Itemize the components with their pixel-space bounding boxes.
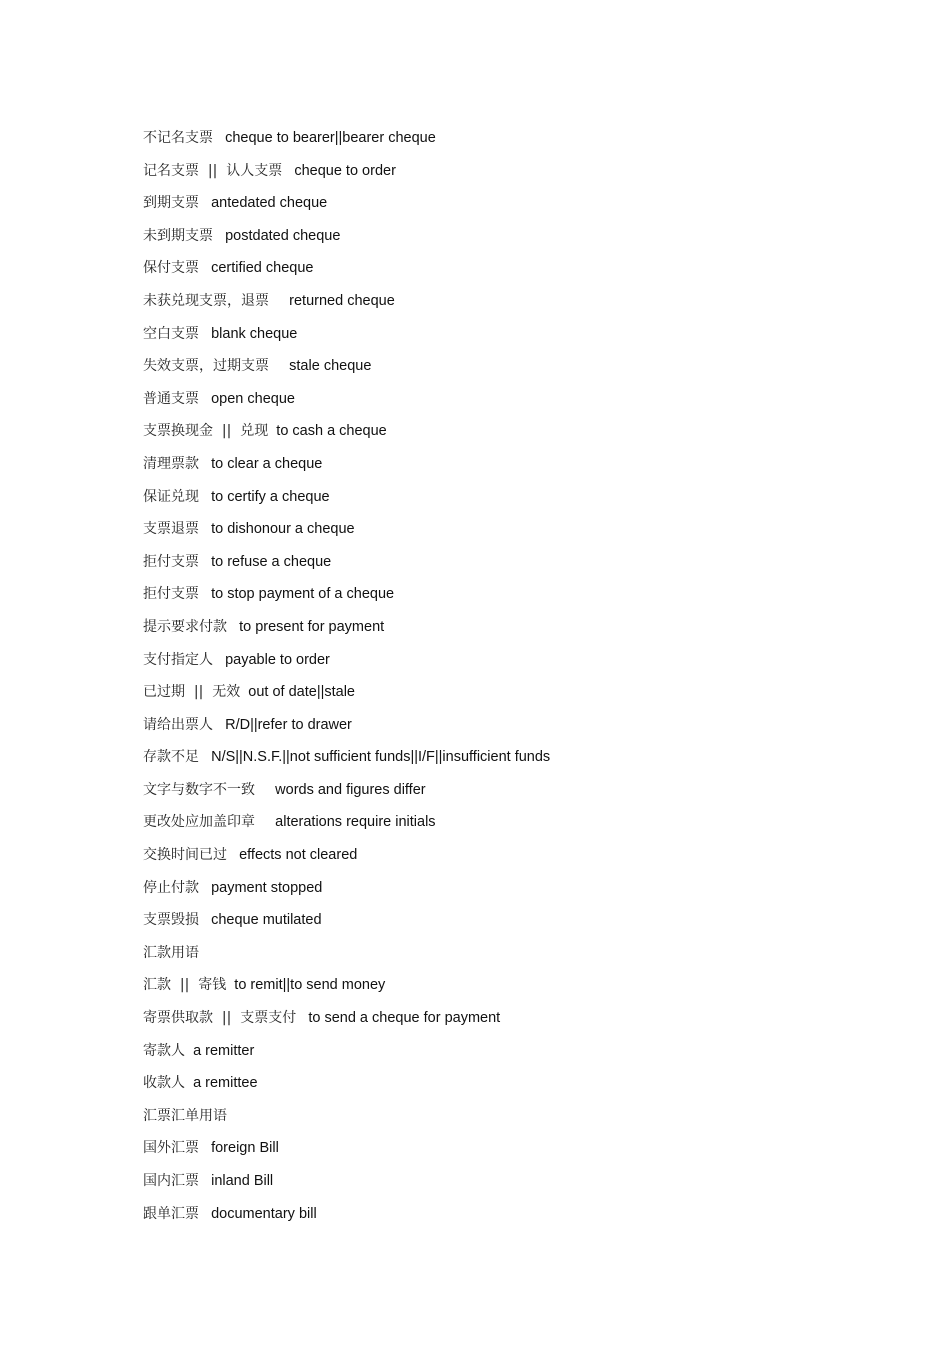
term-separator <box>199 326 211 342</box>
chinese-term: 支票毁损 <box>143 912 199 929</box>
english-term: alterations require initials <box>275 814 436 831</box>
term-separator <box>199 1140 211 1156</box>
term-separator <box>199 880 211 896</box>
term-separator <box>227 619 239 635</box>
term-separator <box>199 489 211 505</box>
english-term: cheque to bearer||bearer cheque <box>225 130 436 146</box>
chinese-term: 保证兑现 <box>143 488 199 505</box>
glossary-list <box>143 122 903 1230</box>
chinese-term: 未获兑现支票，退票 <box>143 292 269 309</box>
glossary-entry <box>143 937 903 970</box>
glossary-entry <box>143 252 903 285</box>
glossary-entry <box>143 1198 903 1231</box>
english-term: to dishonour a cheque <box>211 521 355 538</box>
chinese-term: 支票换现金 || 兑现 <box>143 423 269 440</box>
english-term: to cash a cheque <box>276 423 387 440</box>
term-separator <box>213 228 225 244</box>
glossary-entry <box>143 644 903 677</box>
term-separator <box>269 358 289 374</box>
glossary-entry <box>143 187 903 220</box>
term-separator <box>185 1075 193 1091</box>
glossary-entry <box>143 350 903 383</box>
english-term: N/S||N.S.F.||not sufficient funds||I/F||insufficient funds <box>211 749 551 766</box>
english-term: foreign Bill <box>211 1140 279 1157</box>
term-separator <box>213 652 225 668</box>
term-separator <box>255 814 275 830</box>
chinese-term: 支票退票 <box>143 521 199 538</box>
english-term: returned cheque <box>289 292 395 309</box>
chinese-term: 普通支票 <box>143 390 199 407</box>
glossary-entry <box>143 578 903 611</box>
term-separator <box>282 163 294 179</box>
term-separator <box>199 1206 211 1222</box>
term-separator <box>199 456 211 472</box>
glossary-entry <box>143 415 903 448</box>
glossary-entry <box>143 122 903 155</box>
english-term: to clear a cheque <box>211 455 323 472</box>
glossary-entry <box>143 155 903 188</box>
chinese-term: 保付支票 <box>143 260 199 277</box>
english-term: words and figures differ <box>275 781 426 798</box>
glossary-entry <box>143 872 903 905</box>
chinese-term: 不记名支票 <box>143 130 213 146</box>
term-separator <box>213 130 225 146</box>
glossary-entry <box>143 318 903 351</box>
english-term: to present for payment <box>239 618 385 635</box>
english-term: certified cheque <box>211 260 314 277</box>
chinese-term: 交换时间已过 <box>143 847 227 864</box>
chinese-term: 更改处应加盖印章 <box>143 814 255 831</box>
chinese-term: 支付指定人 <box>143 651 213 668</box>
glossary-entry <box>143 1100 903 1133</box>
chinese-term: 清理票款 <box>143 455 199 472</box>
english-term: postdated cheque <box>225 227 341 244</box>
chinese-term: 未到期支票 <box>143 227 213 244</box>
term-separator <box>269 293 289 309</box>
english-term: a remitter <box>193 1042 255 1059</box>
chinese-term: 国外汇票 <box>143 1140 199 1157</box>
chinese-term: 文字与数字不一致 <box>143 781 255 798</box>
term-separator <box>199 521 211 537</box>
english-term: a remittee <box>193 1075 258 1092</box>
chinese-term: 国内汇票 <box>143 1173 199 1189</box>
glossary-entry <box>143 774 903 807</box>
glossary-entry <box>143 285 903 318</box>
chinese-term: 寄票供取款 || 支票支付 <box>143 1010 297 1027</box>
english-term: documentary bill <box>211 1205 317 1222</box>
glossary-entry <box>143 220 903 253</box>
english-term: payment stopped <box>211 879 323 896</box>
term-separator <box>199 391 211 407</box>
english-term: stale cheque <box>289 358 372 375</box>
chinese-term: 拒付支票 <box>143 553 199 570</box>
english-term: blank cheque <box>211 325 298 342</box>
english-term: inland Bill <box>211 1173 274 1189</box>
glossary-entry <box>143 904 903 937</box>
term-separator <box>227 847 239 863</box>
term-separator <box>199 195 211 211</box>
glossary-entry <box>143 969 903 1002</box>
term-separator <box>296 1010 308 1026</box>
english-term: effects not cleared <box>239 847 358 864</box>
term-separator <box>199 586 211 602</box>
chinese-term: 存款不足 <box>143 749 199 766</box>
english-term: cheque mutilated <box>211 912 322 929</box>
english-term: R/D||refer to drawer <box>225 716 352 733</box>
glossary-entry <box>143 839 903 872</box>
chinese-term: 请给出票人 <box>143 716 213 733</box>
glossary-entry <box>143 806 903 839</box>
english-term: to certify a cheque <box>211 488 330 505</box>
chinese-term: 到期支票 <box>143 195 199 212</box>
english-term: to refuse a cheque <box>211 553 332 570</box>
chinese-term: 汇款用语 <box>143 944 199 961</box>
glossary-entry <box>143 1067 903 1100</box>
chinese-term: 空白支票 <box>143 325 199 342</box>
chinese-term: 汇款 || 寄钱 <box>143 977 227 994</box>
english-term: out of date||stale <box>248 684 355 701</box>
glossary-entry <box>143 513 903 546</box>
chinese-term: 汇票汇单用语 <box>143 1107 227 1124</box>
term-separator <box>199 260 211 276</box>
glossary-entry <box>143 1132 903 1165</box>
chinese-term: 提示要求付款 <box>143 618 227 635</box>
chinese-term: 拒付支票 <box>143 586 199 603</box>
chinese-term: 已过期 || 无效 <box>143 684 241 701</box>
glossary-entry <box>143 1035 903 1068</box>
chinese-term: 跟单汇票 <box>143 1205 199 1222</box>
term-separator <box>255 782 275 798</box>
glossary-entry <box>143 546 903 579</box>
chinese-term: 停止付款 <box>143 879 199 896</box>
english-term: open cheque <box>211 390 295 407</box>
term-separator <box>213 717 225 733</box>
glossary-entry <box>143 709 903 742</box>
term-separator <box>199 912 211 928</box>
glossary-entry <box>143 481 903 514</box>
glossary-entry <box>143 676 903 709</box>
glossary-entry <box>143 383 903 416</box>
glossary-entry <box>143 1165 903 1198</box>
glossary-entry <box>143 611 903 644</box>
chinese-term: 失效支票，过期支票 <box>143 358 269 375</box>
chinese-term: 记名支票 || 认人支票 <box>143 162 283 179</box>
english-term: cheque to order <box>294 162 396 179</box>
glossary-entry <box>143 1002 903 1035</box>
glossary-entry <box>143 448 903 481</box>
term-separator <box>199 749 211 765</box>
chinese-term: 寄款人 <box>143 1042 185 1059</box>
english-term: to send a cheque for payment <box>308 1010 501 1027</box>
glossary-entry <box>143 741 903 774</box>
term-separator <box>185 1043 193 1059</box>
chinese-term: 收款人 <box>143 1075 185 1092</box>
english-term: payable to order <box>225 651 330 668</box>
term-separator <box>199 1173 211 1189</box>
english-term: to remit||to send money <box>234 977 386 994</box>
term-separator <box>199 554 211 570</box>
english-term: to stop payment of a cheque <box>211 586 395 603</box>
english-term: antedated cheque <box>211 195 328 212</box>
